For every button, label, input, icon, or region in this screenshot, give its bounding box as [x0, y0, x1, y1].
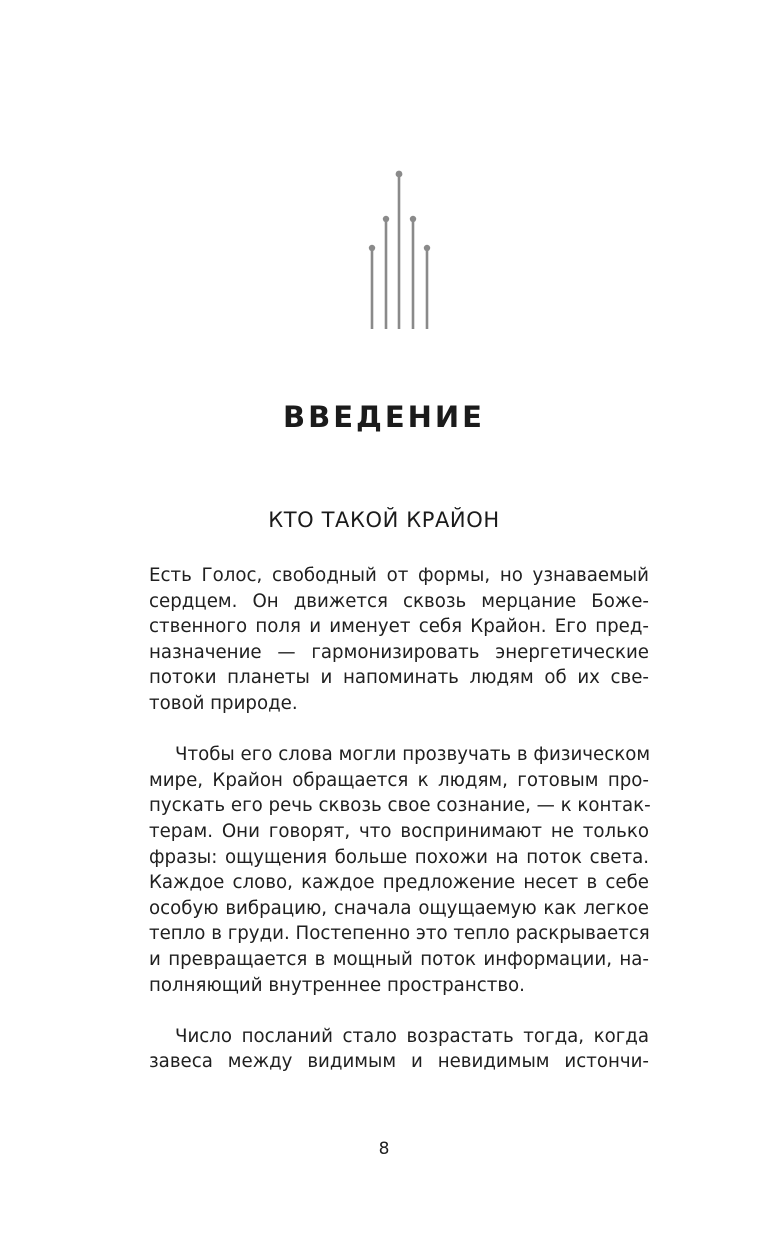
- paragraph: [149, 563, 649, 717]
- text-line: ственного поля и именует себя Крайон. Его пред-: [149, 616, 649, 638]
- text-line: Число посланий стало возрастать тогда, когда: [175, 1025, 649, 1047]
- section-title: КТО ТАКОЙ КРАЙОН: [268, 508, 500, 532]
- text-line: сердцем. Он движется сквозь мерцание Боже-: [149, 590, 649, 612]
- text-line: полняющий внутреннее пространство.: [149, 974, 525, 996]
- text-line: и превращается в мощный поток информации, на-: [149, 948, 649, 970]
- text-line: пускать его речь сквозь свое сознание, — к контак-: [149, 795, 651, 817]
- page-number: 8: [378, 1139, 390, 1159]
- body-text: [149, 563, 649, 1100]
- text-line: тепло в груди. Постепенно это тепло раскрывается: [149, 923, 650, 945]
- text-line: терам. Они говорят, что воспринимают не только: [149, 820, 649, 842]
- text-line: товой природе.: [149, 692, 298, 714]
- candle-lines-icon: [364, 166, 436, 332]
- text-line: назначение — гармонизировать энергетические: [149, 641, 649, 663]
- paragraph: [149, 1024, 649, 1075]
- paragraph: [149, 742, 649, 998]
- text-line: Чтобы его слова могли прозвучать в физическом: [175, 744, 651, 766]
- text-line: особую вибрацию, сначала ощущаемую как легкое: [149, 897, 649, 919]
- text-line: завеса между видимым и невидимым истончи-: [149, 1051, 649, 1073]
- chapter-title: ВВЕДЕНИЕ: [282, 400, 485, 434]
- text-line: фразы: ощущения больше похожи на поток света.: [149, 846, 649, 868]
- text-line: потоки планеты и напоминать людям об их све-: [149, 667, 649, 689]
- text-line: мире, Крайон обращается к людям, готовым про-: [149, 769, 649, 791]
- text-line: Есть Голос, свободный от формы, но узнаваемый: [149, 565, 649, 586]
- text-line: Каждое слово, каждое предложение несет в себе: [149, 872, 649, 894]
